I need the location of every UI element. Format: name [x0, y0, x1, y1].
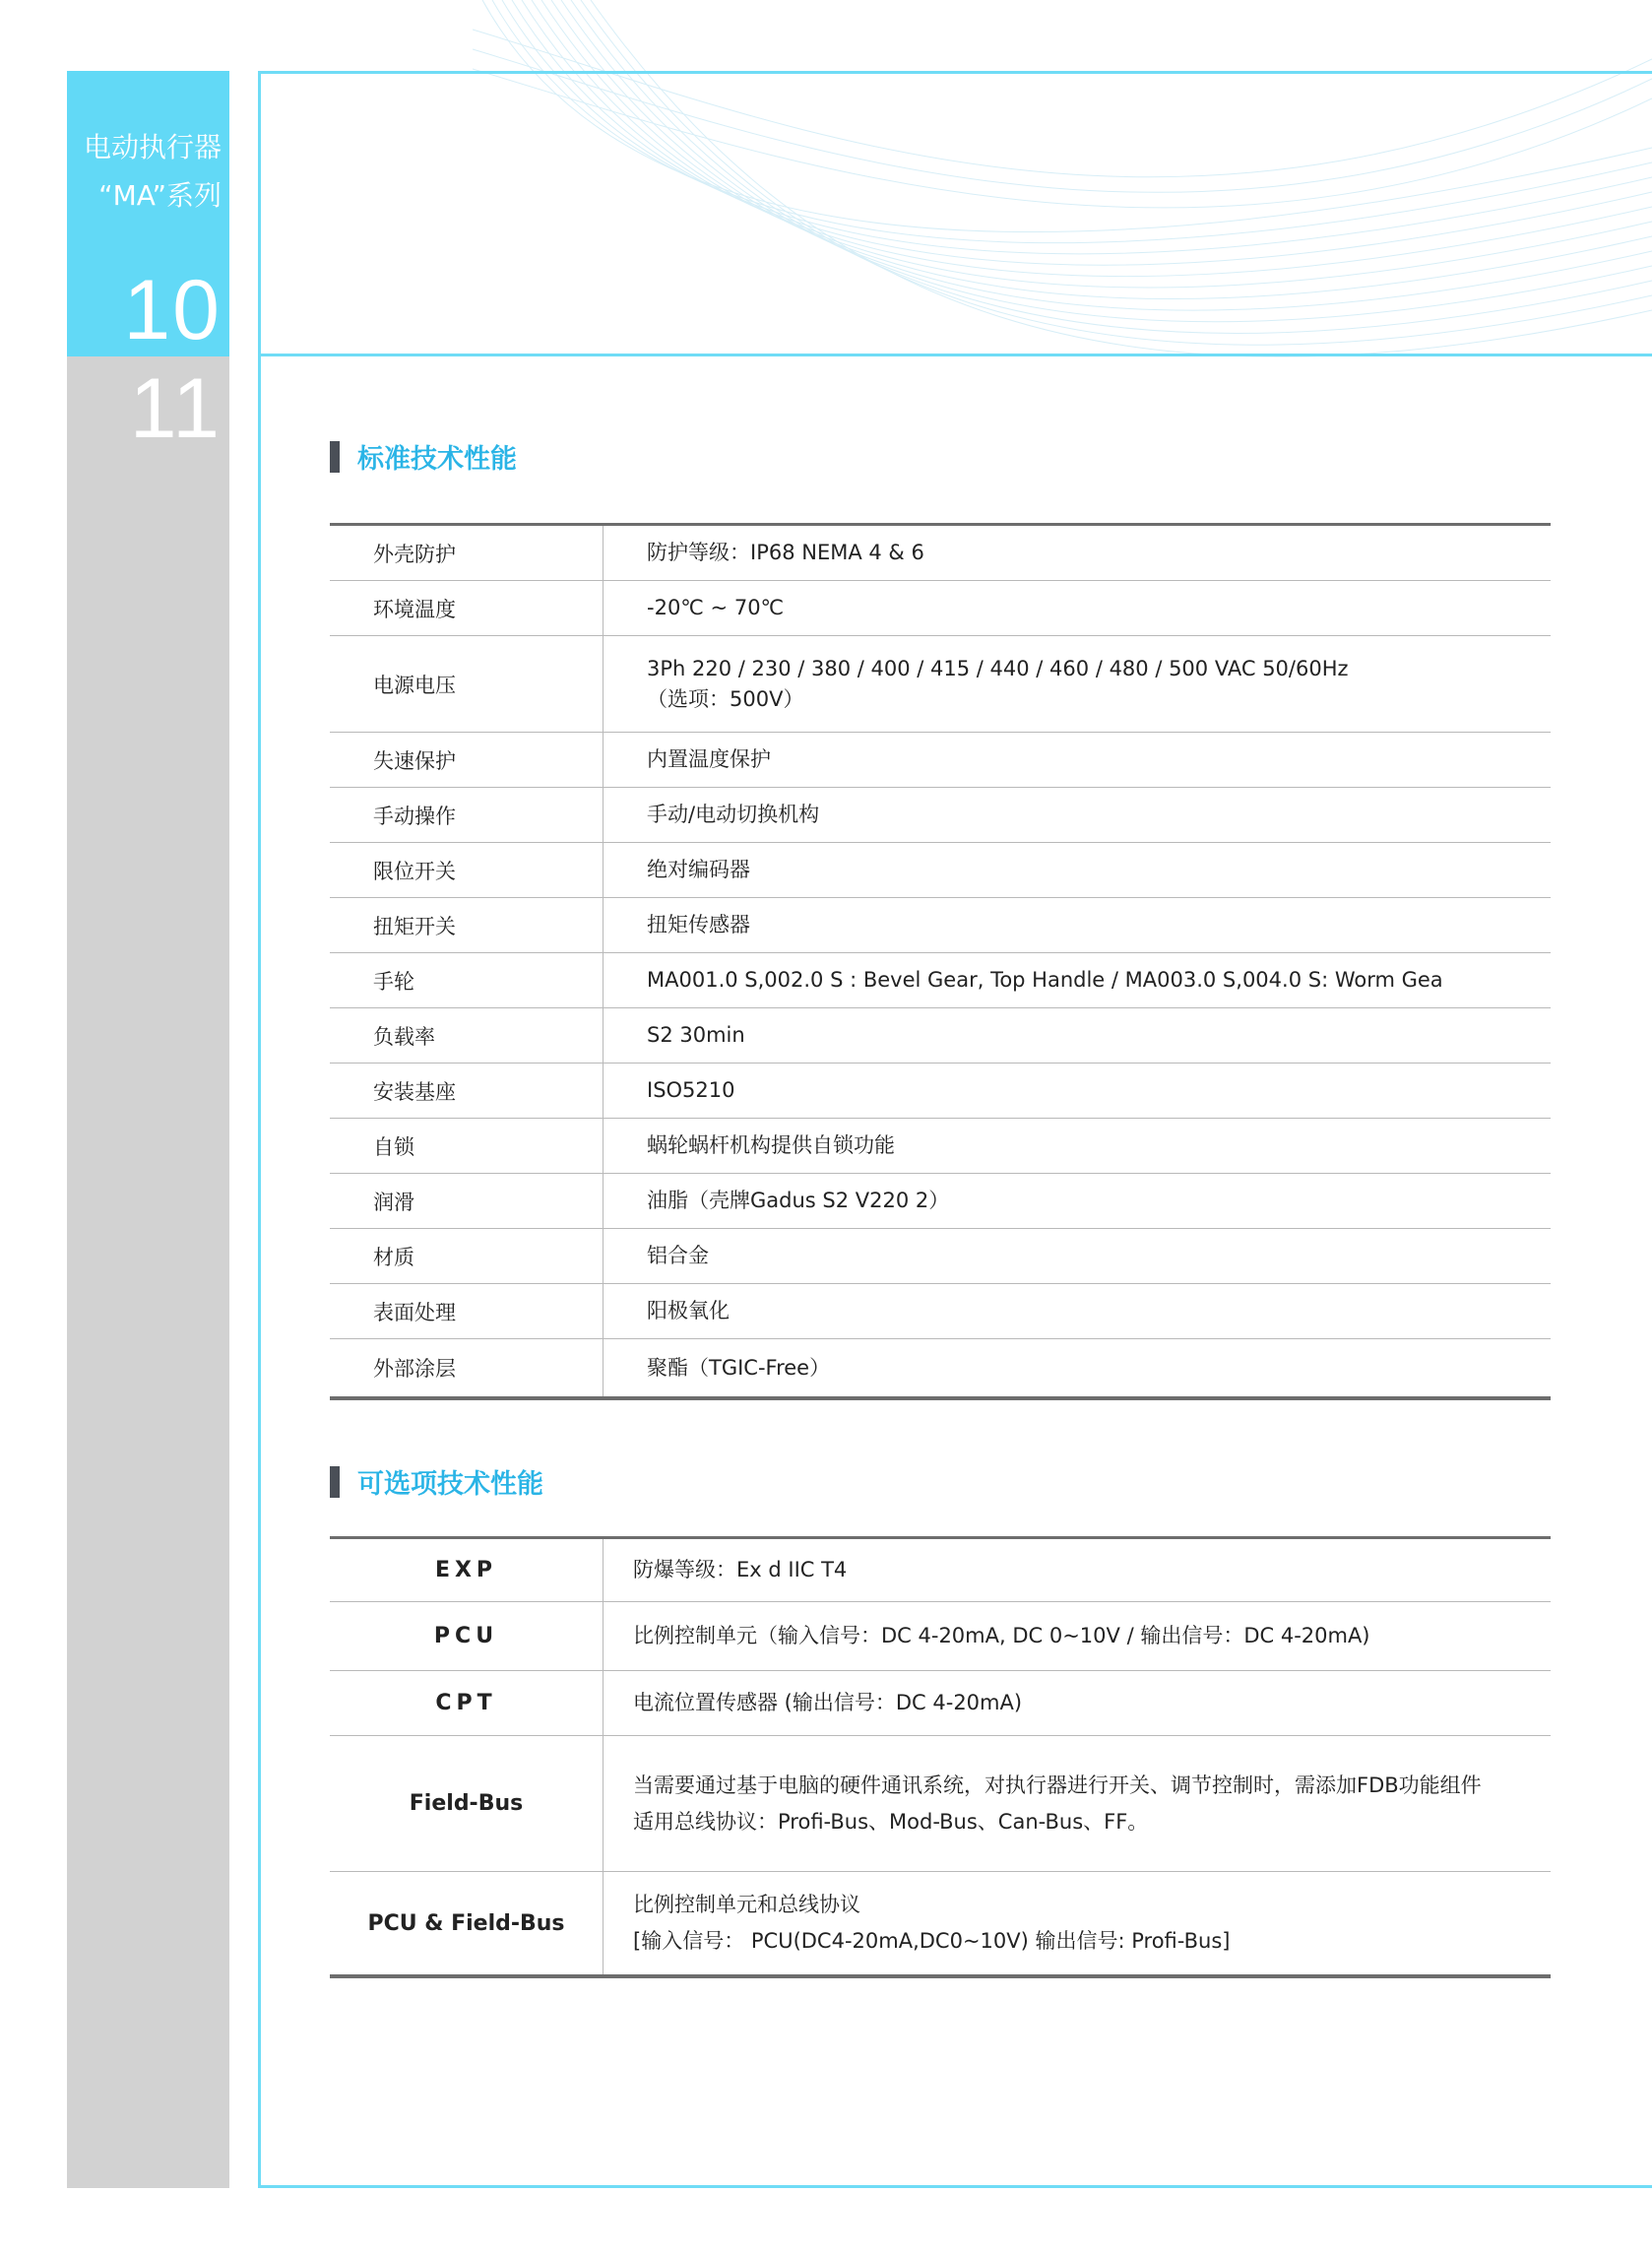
row-label: 外部涂层 [330, 1339, 604, 1396]
table-row [330, 1064, 1551, 1119]
row-value [604, 1602, 1551, 1670]
row-value [604, 1174, 1551, 1228]
row-label: 限位开关 [330, 843, 604, 897]
row-value [604, 1736, 1551, 1871]
table-row [330, 1119, 1551, 1174]
section-heading-standard [330, 437, 517, 476]
row-label: 自锁 [330, 1119, 604, 1173]
value-line: 防护等级：IP68 NEMA 4 & 6 [647, 541, 924, 565]
value-line: 阳极氧化 [647, 1299, 730, 1323]
value-line: [输入信号： PCU(DC4-20mA,DC0~10V) 输出信号: Profi-Bus] [633, 1929, 1231, 1953]
row-label: PCU & Field-Bus [330, 1872, 604, 1974]
row-label: 安装基座 [330, 1064, 604, 1118]
value-line: 绝对编码器 [647, 858, 750, 882]
row-label: 表面处理 [330, 1284, 604, 1338]
row-label: 润滑 [330, 1174, 604, 1228]
value-line: （选项：500V） [647, 686, 804, 711]
value-line: 油脂（壳牌Gadus S2 V220 2） [647, 1189, 950, 1213]
row-label: 电源电压 [330, 636, 604, 732]
value-line: 当需要通过基于电脑的硬件通讯系统，对执行器进行开关、调节控制时，需添加FDB功能组件 [633, 1773, 1482, 1797]
row-label: PCU [330, 1602, 604, 1670]
row-label: EXP [330, 1539, 604, 1601]
section-heading-optional [330, 1462, 543, 1501]
row-label: 失速保护 [330, 733, 604, 787]
row-value [604, 1284, 1551, 1338]
series-title-line1: 电动执行器 [83, 131, 222, 163]
row-value [604, 898, 1551, 952]
table-row [330, 1339, 1551, 1396]
row-value [604, 1229, 1551, 1283]
row-value [604, 1008, 1551, 1063]
table-row [330, 636, 1551, 733]
heading-marker [330, 1466, 340, 1498]
value-line: ISO5210 [647, 1078, 735, 1103]
row-value [604, 733, 1551, 787]
row-label: 负载率 [330, 1008, 604, 1063]
sidebar-strip [67, 71, 229, 2188]
table-row [330, 788, 1551, 843]
page-number-right: 11 [129, 361, 222, 456]
row-value [604, 843, 1551, 897]
row-value [604, 1064, 1551, 1118]
row-value [604, 526, 1551, 580]
table-row [330, 1284, 1551, 1339]
row-value [604, 1671, 1551, 1735]
value-line: 适用总线协议：Profi-Bus、Mod-Bus、Can-Bus、FF。 [633, 1809, 1149, 1834]
value-line: 3Ph 220 / 230 / 380 / 400 / 415 / 440 / 460 / 480 / 500 VAC 50/60Hz [647, 657, 1349, 681]
value-line: 铝合金 [647, 1244, 709, 1268]
table-row [330, 1602, 1551, 1671]
table-row [330, 953, 1551, 1008]
value-line: 比例控制单元（输入信号：DC 4-20mA, DC 0~10V / 输出信号：DC 4-20mA) [633, 1624, 1370, 1648]
table-row [330, 1008, 1551, 1064]
page-number-left: 10 [123, 263, 222, 357]
section-title: 可选项技术性能 [357, 1469, 543, 1500]
row-label: 手动操作 [330, 788, 604, 842]
table-row [330, 733, 1551, 788]
row-value [604, 581, 1551, 635]
row-value [604, 953, 1551, 1007]
table-row [330, 898, 1551, 953]
value-line: 蜗轮蜗杆机构提供自锁功能 [647, 1133, 895, 1158]
sidebar-header [67, 71, 229, 356]
row-label: 手轮 [330, 953, 604, 1007]
value-line: -20℃ ~ 70℃ [647, 596, 785, 620]
row-value [604, 788, 1551, 842]
table-row [330, 526, 1551, 581]
table-row [330, 581, 1551, 636]
value-line: 内置温度保护 [647, 747, 771, 772]
table-row [330, 843, 1551, 898]
row-label: CPT [330, 1671, 604, 1735]
table-row [330, 1229, 1551, 1284]
row-label: 扭矩开关 [330, 898, 604, 952]
section-title: 标准技术性能 [357, 444, 517, 475]
value-line: 聚酯（TGIC-Free） [647, 1355, 831, 1380]
header-divider [258, 354, 1652, 356]
value-line: 电流位置传感器 (输出信号：DC 4-20mA) [633, 1691, 1023, 1715]
row-label: 材质 [330, 1229, 604, 1283]
value-line: MA001.0 S,002.0 S : Bevel Gear, Top Handle / MA003.0 S,004.0 S: Worm Gea [647, 968, 1443, 993]
value-line: S2 30min [647, 1023, 745, 1048]
value-line: 防爆等级：Ex d IIC T4 [633, 1558, 848, 1582]
table-row [330, 1174, 1551, 1229]
row-label: 环境温度 [330, 581, 604, 635]
table-row [330, 1872, 1551, 1974]
series-title-line2: “MA”系列 [98, 179, 222, 212]
value-line: 手动/电动切换机构 [647, 803, 820, 827]
row-label: Field-Bus [330, 1736, 604, 1871]
row-value [604, 1539, 1551, 1601]
row-value [604, 1872, 1551, 1974]
optional-spec-table [330, 1536, 1551, 1978]
row-label: 外壳防护 [330, 526, 604, 580]
row-value [604, 636, 1551, 732]
value-line: 扭矩传感器 [647, 913, 750, 937]
standard-spec-table [330, 523, 1551, 1400]
row-value [604, 1119, 1551, 1173]
table-row [330, 1736, 1551, 1872]
table-row [330, 1539, 1551, 1602]
table-row [330, 1671, 1551, 1736]
heading-marker [330, 441, 340, 473]
value-line: 比例控制单元和总线协议 [633, 1893, 860, 1917]
row-value [604, 1339, 1551, 1396]
